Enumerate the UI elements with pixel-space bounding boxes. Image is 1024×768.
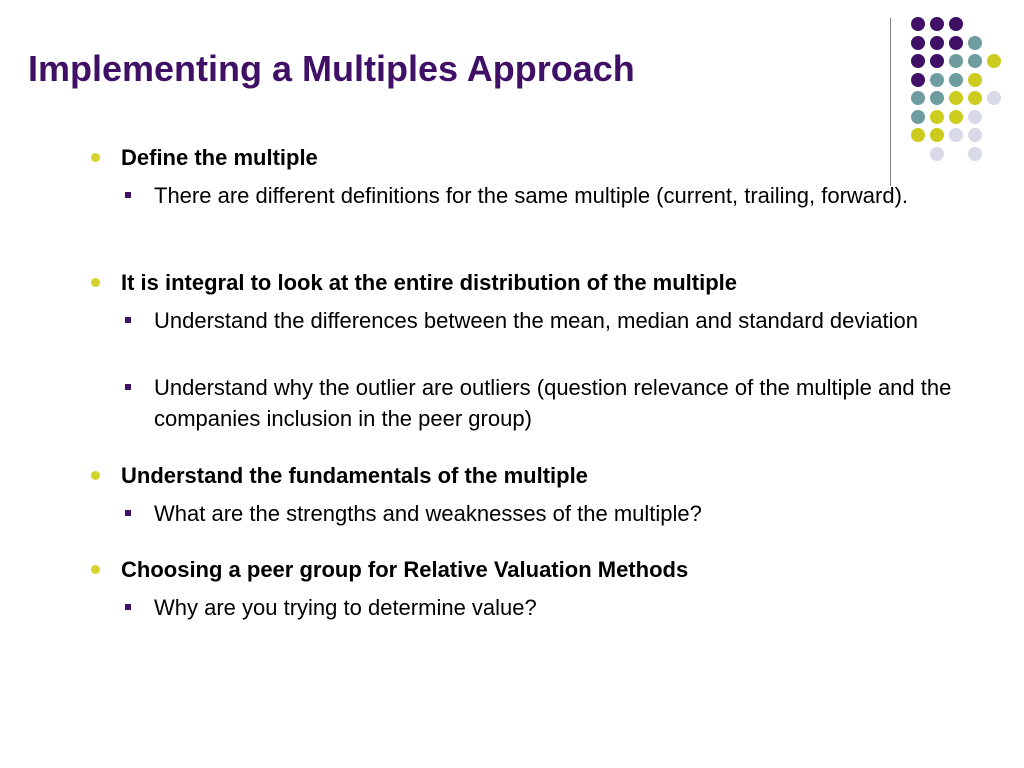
sub-bullet [154,498,954,529]
sub-bullet-text: Why are you trying to determine value? [154,595,537,620]
square-bullet-icon [125,384,131,390]
sub-bullet [154,592,954,623]
square-bullet-icon [125,510,131,516]
square-bullet-icon [125,604,131,610]
sub-bullet-text: Understand why the outlier are outliers (question relevance of the multiple and the companies inclusion in the peer group) [154,375,952,431]
round-bullet-icon [91,153,100,162]
sub-bullet-text: There are different definitions for the same multiple (current, trailing, forward). [154,183,909,208]
bullet-heading [121,268,737,298]
square-bullet-icon [125,192,131,198]
bullet-heading-text: Define the multiple [121,145,318,170]
sub-bullet [154,305,954,336]
bullet-heading [121,461,588,491]
round-bullet-icon [91,471,100,480]
square-bullet-icon [125,317,131,323]
sub-bullet-text: Understand the differences between the mean, median and standard deviation [154,308,918,333]
bullet-heading-text: Understand the fundamentals of the multiple [121,463,588,488]
bullet-heading [121,555,688,585]
slide-title: Implementing a Multiples Approach [28,48,635,89]
sub-bullet [154,180,954,211]
round-bullet-icon [91,278,100,287]
bullet-heading [121,143,318,173]
round-bullet-icon [91,565,100,574]
bullet-heading-text: It is integral to look at the entire distribution of the multiple [121,270,738,295]
bullet-heading-text: Choosing a peer group for Relative Valuation Methods [121,557,689,582]
sub-bullet [154,372,954,434]
sub-bullet-text: What are the strengths and weaknesses of the multiple? [154,501,702,526]
